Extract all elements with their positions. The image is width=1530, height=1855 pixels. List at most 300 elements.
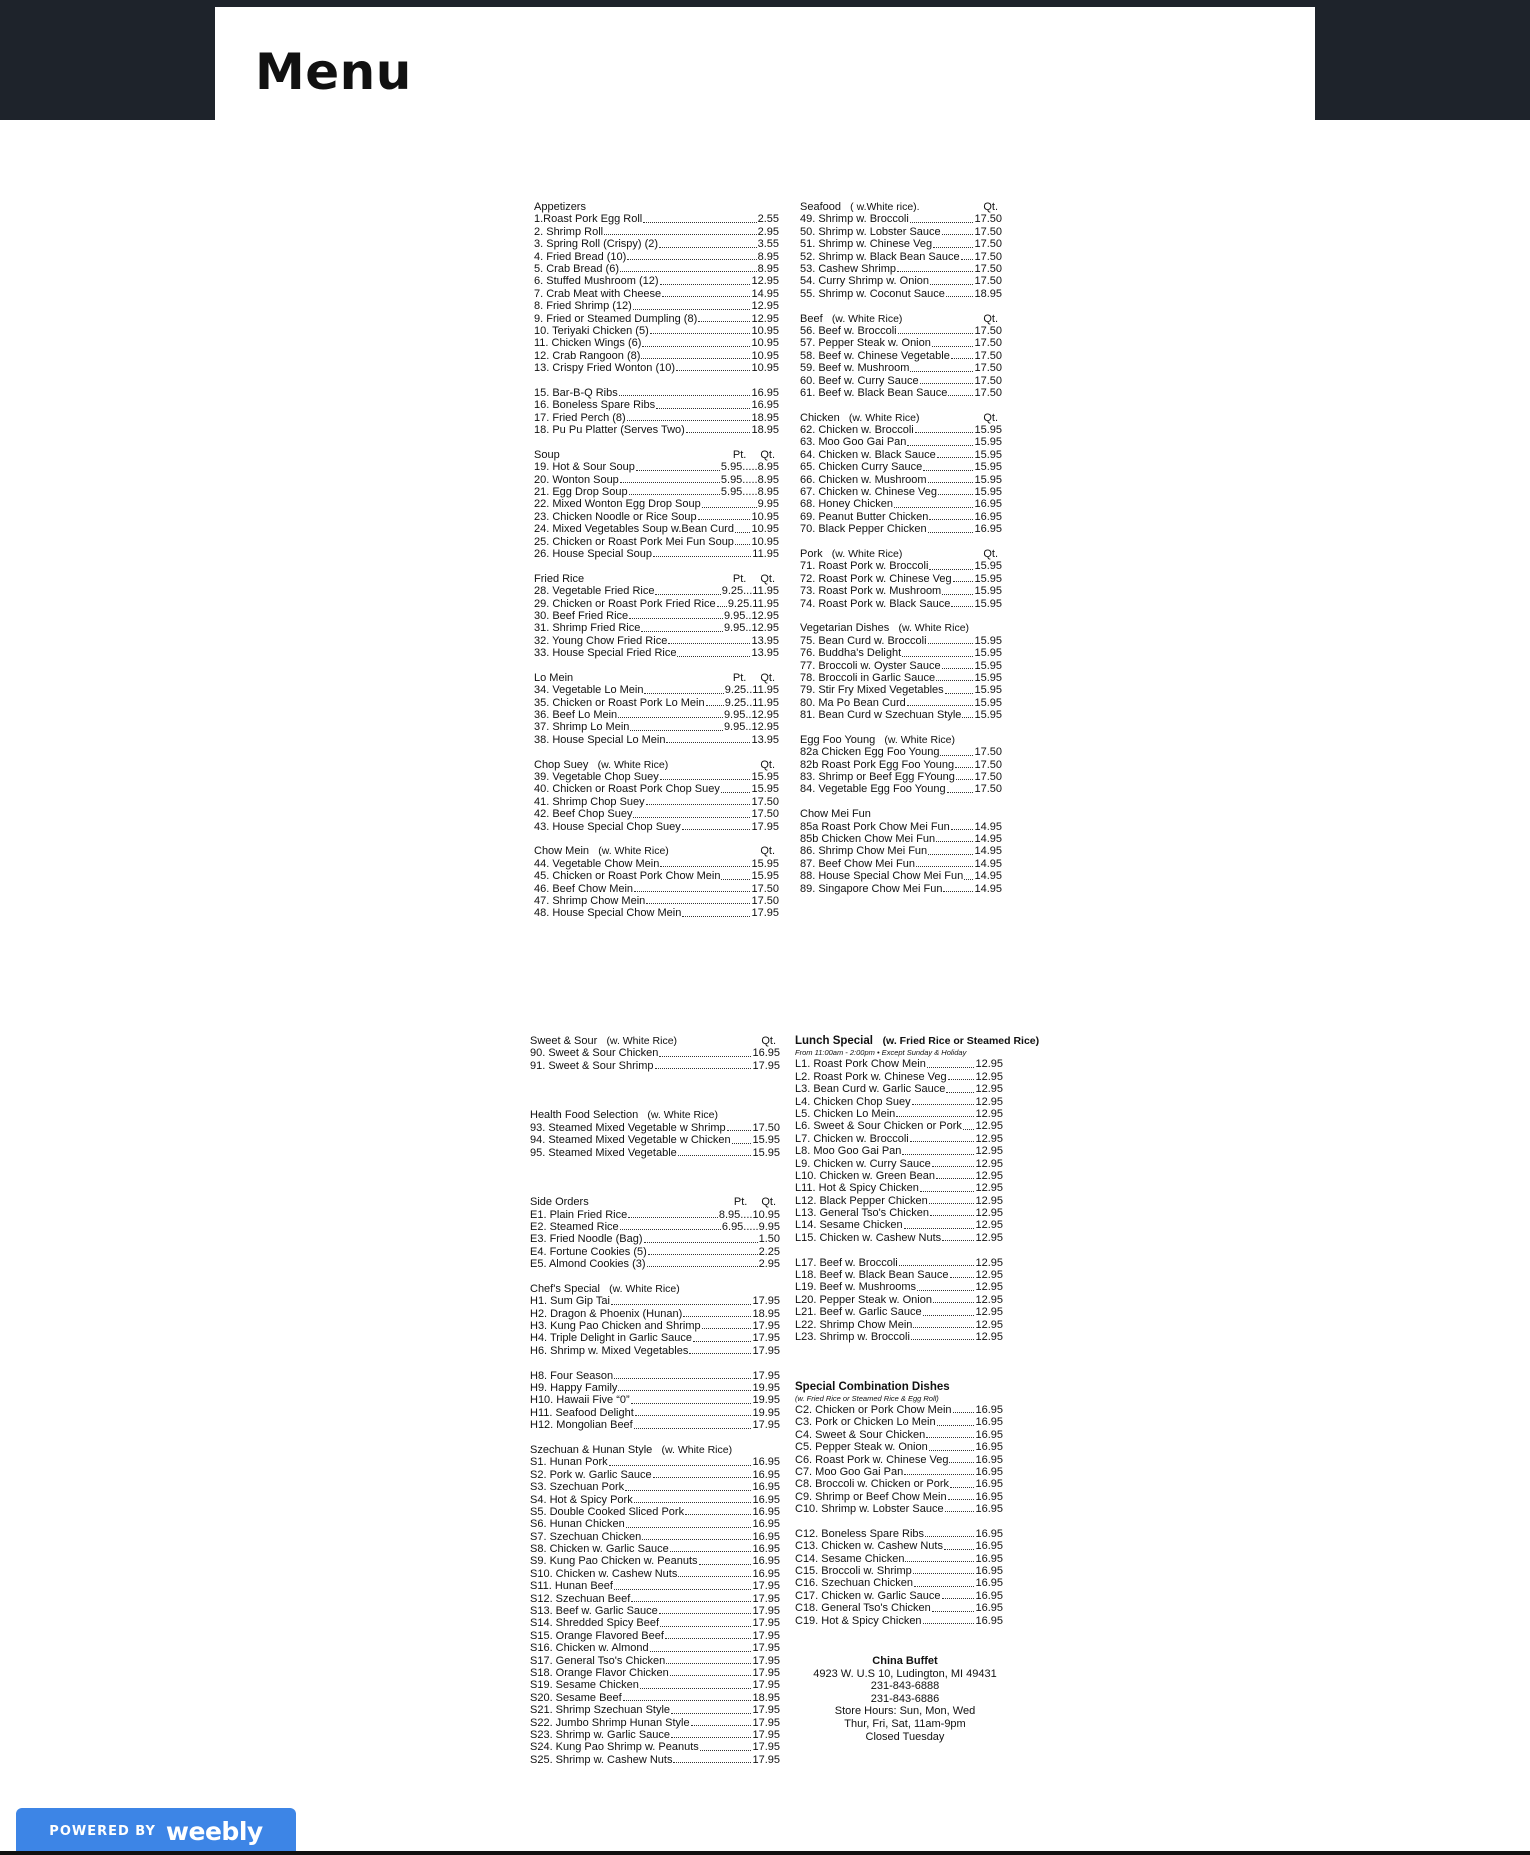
section-title-text: Chow Mei Fun (800, 808, 871, 821)
dot-leader (620, 1221, 721, 1230)
section-title-text: Sweet & Sour (530, 1035, 598, 1047)
dot-leader (929, 1195, 975, 1204)
menu-item (530, 1209, 780, 1221)
item-price: 15.95 (974, 659, 1002, 672)
dot-leader (671, 1729, 751, 1738)
item-name: L22. Shrimp Chow Mein (795, 1318, 913, 1331)
dot-leader (936, 672, 973, 681)
item-price: 2.95 (758, 1258, 780, 1271)
menu-item (530, 1481, 780, 1493)
section-note: (w. White Rice) (647, 1109, 718, 1122)
section-header (534, 201, 779, 213)
dot-leader (700, 1741, 752, 1750)
section-header (530, 1196, 780, 1208)
item-price: 17.95 (751, 907, 779, 920)
item-name: S20. Sesame Beef (530, 1691, 622, 1704)
menu-item (795, 1416, 1003, 1428)
item-price: 14.95 (751, 287, 779, 300)
item-name: 19. Hot & Sour Soup (534, 461, 635, 474)
dot-leader (951, 350, 974, 359)
menu-item (534, 734, 779, 746)
dot-leader (671, 1704, 751, 1713)
section-title (534, 672, 733, 684)
item-name: 44. Vegetable Chow Mein (534, 857, 660, 870)
dot-leader (913, 1319, 974, 1328)
section-title (795, 1381, 1003, 1393)
item-name: S10. Chicken w. Cashew Nuts (530, 1567, 678, 1580)
section-header (534, 573, 779, 585)
item-price: 12.95 (975, 1107, 1003, 1120)
item-price: 11.95 (752, 547, 779, 560)
item-price: 13.95 (751, 634, 779, 647)
column-label: Qt. (760, 572, 775, 585)
menu-section (534, 759, 779, 833)
dot-leader (732, 1134, 752, 1143)
dot-leader (678, 1568, 751, 1577)
item-name: 54. Curry Shrimp w. Onion (800, 275, 929, 288)
item-price: 17.95 (752, 1642, 780, 1655)
item-name: 52. Shrimp w. Black Bean Sauce (800, 250, 960, 263)
dot-leader (659, 238, 756, 247)
item-name: 61. Beef w. Black Bean Sauce (800, 386, 948, 399)
menu-item (795, 1577, 1003, 1589)
dot-leader (735, 523, 751, 532)
dot-leader (947, 783, 974, 792)
item-price: 12.95 (975, 1169, 1003, 1182)
item-price: 12.95 (975, 1256, 1003, 1269)
powered-by-weebly-badge[interactable] (16, 1808, 296, 1855)
column-label: Pt. (732, 671, 747, 684)
column-label: Qt. (760, 758, 775, 771)
menu-item (800, 870, 1002, 882)
item-price: 17.50 (974, 250, 1002, 263)
item-price: 18.95 (752, 1307, 780, 1320)
dot-leader (676, 362, 750, 371)
item-price: 17.50 (974, 324, 1002, 337)
item-name: 39. Vegetable Chop Suey (534, 771, 659, 784)
item-name: 76. Buddha's Delight (800, 647, 902, 660)
item-name: 40. Chicken or Roast Pork Chop Suey (534, 783, 720, 796)
item-price: 16.95 (975, 1403, 1003, 1416)
item-price: 15.95 (974, 585, 1002, 598)
menu-item (800, 660, 1002, 672)
menu-item (800, 251, 1002, 263)
menu-item (530, 1394, 780, 1406)
item-price: 13.95 (751, 647, 779, 660)
store-info (795, 1655, 1015, 1743)
menu-item (530, 1692, 780, 1704)
item-price: 17.95 (752, 1753, 780, 1766)
item-price: 10.95 (751, 349, 779, 362)
dot-leader (634, 1419, 752, 1428)
section-column-labels (760, 845, 779, 857)
item-price: 16.95 (975, 1428, 1003, 1441)
item-name: 71. Roast Pork w. Broccoli (800, 560, 929, 573)
item-name: 88. House Special Chow Mei Fun (800, 870, 964, 883)
dot-leader (926, 1429, 974, 1438)
dot-leader (706, 697, 724, 706)
menu-section (800, 548, 1002, 610)
menu-item (800, 883, 1002, 895)
dot-leader (614, 1580, 752, 1589)
item-price: 19.95 (752, 1382, 780, 1394)
dot-leader (653, 1469, 752, 1478)
dot-leader (951, 598, 973, 607)
section-note: (w. White Rice) (831, 547, 903, 560)
item-price: 10.95 (751, 523, 779, 536)
menu-item (795, 1553, 1003, 1565)
item-price: 6.95.....9.95 (721, 1220, 780, 1233)
item-price: 17.95 (752, 1592, 780, 1605)
menu-item (795, 1319, 1003, 1331)
section-column-labels (983, 548, 1002, 560)
item-name: 5. Crab Bread (6) (534, 262, 619, 275)
menu-item (534, 858, 779, 870)
item-price: 12.95 (975, 1293, 1003, 1306)
item-price: 12.95 (975, 1182, 1003, 1195)
column-label: Qt. (760, 671, 775, 684)
section-title (534, 573, 733, 585)
menu-item (795, 1590, 1003, 1602)
section-note: (w. White Rice) (831, 312, 903, 325)
menu-item (800, 585, 1002, 597)
item-name: L1. Roast Pork Chow Mein (795, 1058, 926, 1071)
dot-leader (942, 1232, 974, 1241)
item-price: 15.95 (974, 424, 1002, 437)
menu-item (530, 1233, 780, 1245)
section-title-text: Pork (800, 547, 823, 560)
section-header (800, 548, 1002, 560)
menu-item (800, 498, 1002, 510)
item-price: 16.95 (752, 1555, 780, 1568)
item-name: 25. Chicken or Roast Pork Mei Fun Soup (534, 535, 734, 548)
menu-section (534, 449, 779, 561)
dot-leader (630, 721, 723, 730)
menu-item (530, 1295, 780, 1307)
dot-leader (925, 1528, 974, 1537)
item-price: 14.95 (974, 857, 1002, 870)
item-name: 60. Beef w. Curry Sauce (800, 374, 919, 387)
item-name: 73. Roast Pork w. Mushroom (800, 585, 942, 598)
item-name: 57. Pepper Steak w. Onion (800, 337, 931, 350)
item-name: S19. Sesame Chicken (530, 1679, 639, 1692)
dot-leader (913, 1565, 975, 1574)
menu-item (534, 251, 779, 263)
section-title-text: Fried Rice (534, 572, 585, 585)
item-price: 9.95..12.95 (723, 622, 779, 635)
item-price: 2.95 (757, 225, 779, 238)
dot-leader (631, 1394, 752, 1403)
menu-item (795, 1441, 1003, 1453)
dot-leader (629, 610, 723, 619)
menu-item (530, 1630, 780, 1642)
column-label: Qt. (761, 1196, 776, 1209)
dot-leader (949, 1454, 974, 1463)
dot-leader (897, 263, 973, 272)
menu-section (534, 672, 779, 746)
item-name: H9. Happy Family (530, 1382, 618, 1394)
item-name: E4. Fortune Cookies (5) (530, 1245, 647, 1258)
item-price: 17.50 (974, 238, 1002, 251)
menu-item (800, 263, 1002, 275)
item-name: 93. Steamed Mixed Vegetable w Shrimp (530, 1121, 726, 1134)
item-name: S11. Hunan Beef (530, 1580, 613, 1593)
menu-item (530, 1580, 780, 1592)
menu-item (530, 1345, 780, 1357)
item-name: C14. Sesame Chicken (795, 1552, 905, 1565)
menu-section (800, 808, 1002, 895)
item-name: L10. Chicken w. Green Bean (795, 1169, 936, 1182)
dot-leader (911, 1331, 975, 1340)
section-note: (w. White Rice) (661, 1443, 733, 1456)
item-price: 15.95 (974, 436, 1002, 449)
menu-item (795, 1145, 1003, 1157)
dot-leader (920, 375, 974, 384)
menu-item (530, 1518, 780, 1530)
item-price: 16.95 (752, 1505, 780, 1518)
dot-leader (905, 1553, 974, 1562)
item-price: 16.95 (752, 1047, 780, 1060)
item-name: C5. Pepper Steak w. Onion (795, 1441, 928, 1454)
item-price: 12.95 (975, 1145, 1003, 1158)
item-name: 46. Beef Chow Mein (534, 882, 634, 895)
menu-item (800, 697, 1002, 709)
dot-leader (625, 1481, 751, 1490)
dot-leader (945, 1503, 975, 1512)
menu-section (800, 313, 1002, 400)
item-name: 59. Beef w. Mushroom (800, 362, 910, 375)
item-name: 63. Moo Goo Gai Pan (800, 436, 907, 449)
item-name: S22. Jumbo Shrimp Hunan Style (530, 1716, 690, 1729)
menu-item (530, 1258, 780, 1270)
item-name: 34. Vegetable Lo Mein (534, 684, 644, 697)
menu-item (800, 387, 1002, 399)
item-name: 43. House Special Chop Suey (534, 820, 681, 833)
item-price: 13.95 (751, 733, 779, 746)
menu-section (530, 1283, 780, 1357)
menu-item (800, 672, 1002, 684)
dot-leader (721, 870, 750, 879)
menu-item (800, 573, 1002, 585)
item-name: 72. Roast Pork w. Chinese Veg (800, 572, 952, 585)
item-price: 15.95 (974, 696, 1002, 709)
menu-item (534, 275, 779, 287)
item-name: 6. Stuffed Mushroom (12) (534, 275, 659, 288)
item-price: 16.95 (752, 1530, 780, 1543)
item-name: 10. Teriyaki Chicken (5) (534, 324, 649, 337)
item-price: 17.95 (752, 1716, 780, 1729)
menu-item (534, 424, 779, 436)
item-price: 12.95 (751, 312, 779, 325)
dot-leader (650, 1642, 752, 1651)
item-name: L4. Chicken Chop Suey (795, 1095, 911, 1108)
menu-item (530, 1494, 780, 1506)
dot-leader (961, 251, 974, 260)
item-price: 17.95 (752, 1728, 780, 1741)
dot-leader (660, 1617, 751, 1626)
item-name: L9. Chicken w. Curry Sauce (795, 1157, 931, 1170)
item-price: 16.95 (975, 1540, 1003, 1553)
menu-item (534, 771, 779, 783)
item-name: 26. House Special Soup (534, 547, 653, 560)
dot-leader (660, 275, 751, 284)
dot-leader (898, 325, 974, 334)
item-price: 17.95 (752, 1059, 780, 1072)
section-note: (w. Fried Rice or Steamed Rice) (882, 1035, 1040, 1047)
item-price: 16.95 (974, 510, 1002, 523)
item-price: 15.95 (751, 783, 779, 796)
item-name: 24. Mixed Vegetables Soup w.Bean Curd (534, 523, 734, 536)
menu-item (800, 709, 1002, 721)
menu-section (530, 1196, 780, 1270)
item-price: 16.95 (975, 1589, 1003, 1602)
menu-item (530, 1060, 780, 1072)
item-price: 17.50 (974, 275, 1002, 288)
menu-item (800, 598, 1002, 610)
menu-item (800, 845, 1002, 857)
section-title (530, 1444, 780, 1456)
menu-item (534, 647, 779, 659)
menu-item (530, 1717, 780, 1729)
section-header (800, 734, 1002, 746)
section-note: ( w.White rice). (850, 201, 920, 213)
column-label: Qt. (983, 312, 998, 325)
menu-item (795, 1232, 1003, 1244)
dot-leader (914, 1577, 974, 1586)
menu-item (530, 1655, 780, 1667)
menu-section (530, 1035, 780, 1072)
item-name: L12. Black Pepper Chicken (795, 1194, 928, 1207)
menu-item (795, 1108, 1003, 1120)
dot-leader (964, 870, 973, 879)
menu-item (530, 1741, 780, 1753)
dot-leader (611, 1295, 752, 1304)
dot-leader (689, 1345, 751, 1354)
dot-leader (929, 1441, 975, 1450)
item-price: 15.95 (974, 671, 1002, 684)
column-label: Pt. (732, 448, 747, 461)
menu-item (534, 350, 779, 362)
menu-section (534, 201, 779, 374)
item-name: L11. Hot & Spicy Chicken (795, 1182, 919, 1195)
menu-section (530, 1444, 780, 1766)
item-name: 20. Wonton Soup (534, 473, 619, 486)
dot-leader (902, 1145, 974, 1154)
menu-item (800, 783, 1002, 795)
dot-leader (618, 1382, 751, 1391)
item-price: 17.95 (752, 1679, 780, 1692)
menu-item (530, 1593, 780, 1605)
menu-item (800, 821, 1002, 833)
item-name: 86. Shrimp Chow Mei Fun (800, 845, 928, 858)
section-column-labels (761, 1035, 780, 1047)
item-price: 1.50 (758, 1233, 780, 1246)
item-price: 15.95 (751, 870, 779, 883)
section-title-text: Chef's Special (530, 1282, 600, 1295)
section-header (795, 1381, 1003, 1393)
menu-section (534, 573, 779, 660)
item-name: 75. Bean Curd w. Broccoli (800, 634, 927, 647)
item-name: C7. Moo Goo Gai Pan (795, 1465, 904, 1478)
item-price: 14.95 (974, 882, 1002, 895)
menu-item (534, 548, 779, 560)
item-name: H10. Hawaii Five “0” (530, 1394, 630, 1407)
item-price: 17.50 (751, 808, 779, 821)
dot-leader (928, 474, 974, 483)
item-price: 15.95 (974, 684, 1002, 697)
section-title-text: Chow Mein (534, 845, 590, 858)
item-name: 82b Roast Pork Egg Foo Young (800, 758, 955, 771)
item-name: 2. Shrimp Roll (534, 225, 604, 238)
menu-item (800, 746, 1002, 758)
dot-leader (641, 622, 723, 631)
item-price: 12.95 (975, 1231, 1003, 1244)
menu-item (800, 461, 1002, 473)
dot-leader (727, 1122, 752, 1131)
dot-leader (623, 1692, 752, 1701)
menu-item (800, 213, 1002, 225)
menu-item (530, 1642, 780, 1654)
menu-item (534, 895, 779, 907)
menu-item (530, 1332, 780, 1344)
item-price: 16.95 (752, 1468, 780, 1481)
menu-item (534, 635, 779, 647)
dot-leader (938, 486, 973, 495)
section-header (800, 201, 1002, 213)
menu-item (534, 412, 779, 424)
menu-item (795, 1195, 1003, 1207)
menu-item (795, 1294, 1003, 1306)
item-name: 35. Chicken or Roast Pork Lo Mein (534, 696, 705, 709)
dot-leader (670, 1667, 752, 1676)
menu-item (530, 1704, 780, 1716)
section-header (534, 759, 779, 771)
dot-leader (963, 1120, 975, 1129)
item-price: 18.95 (751, 424, 779, 437)
item-price: 17.50 (751, 894, 779, 907)
item-name: 12. Crab Rangoon (8) (534, 349, 641, 362)
column-label: Pt. (733, 1196, 748, 1209)
dot-leader (916, 858, 974, 867)
item-price: 17.50 (974, 213, 1002, 226)
item-price: 17.50 (974, 758, 1002, 771)
menu-section (530, 1171, 780, 1183)
section-column-labels (983, 313, 1002, 325)
dot-leader (946, 1083, 974, 1092)
menu-item (800, 486, 1002, 498)
menu-item (800, 350, 1002, 362)
item-name: H12. Mongolian Beef (530, 1419, 633, 1432)
item-name: E1. Plain Fried Rice (530, 1208, 628, 1221)
section-note: (w. White Rice) (884, 733, 956, 746)
section-title-text: Appetizers (534, 201, 586, 213)
menu-item (534, 709, 779, 721)
item-name: C15. Broccoli w. Shrimp (795, 1565, 912, 1578)
menu-item (534, 511, 779, 523)
dot-leader (604, 226, 757, 235)
section-subnote: (w. Fried Rice or Steamed Rice & Egg Roll) (795, 1393, 939, 1403)
menu-item (795, 1058, 1003, 1070)
dot-leader (668, 635, 750, 644)
dot-leader (678, 1147, 752, 1156)
menu-column-4 (795, 1035, 1040, 1639)
section-header (800, 622, 1002, 634)
item-price: 10.95 (751, 362, 779, 375)
dot-leader (691, 1717, 752, 1726)
item-price: 17.95 (752, 1605, 780, 1618)
item-price: 16.95 (975, 1465, 1003, 1478)
dot-leader (631, 1593, 751, 1602)
